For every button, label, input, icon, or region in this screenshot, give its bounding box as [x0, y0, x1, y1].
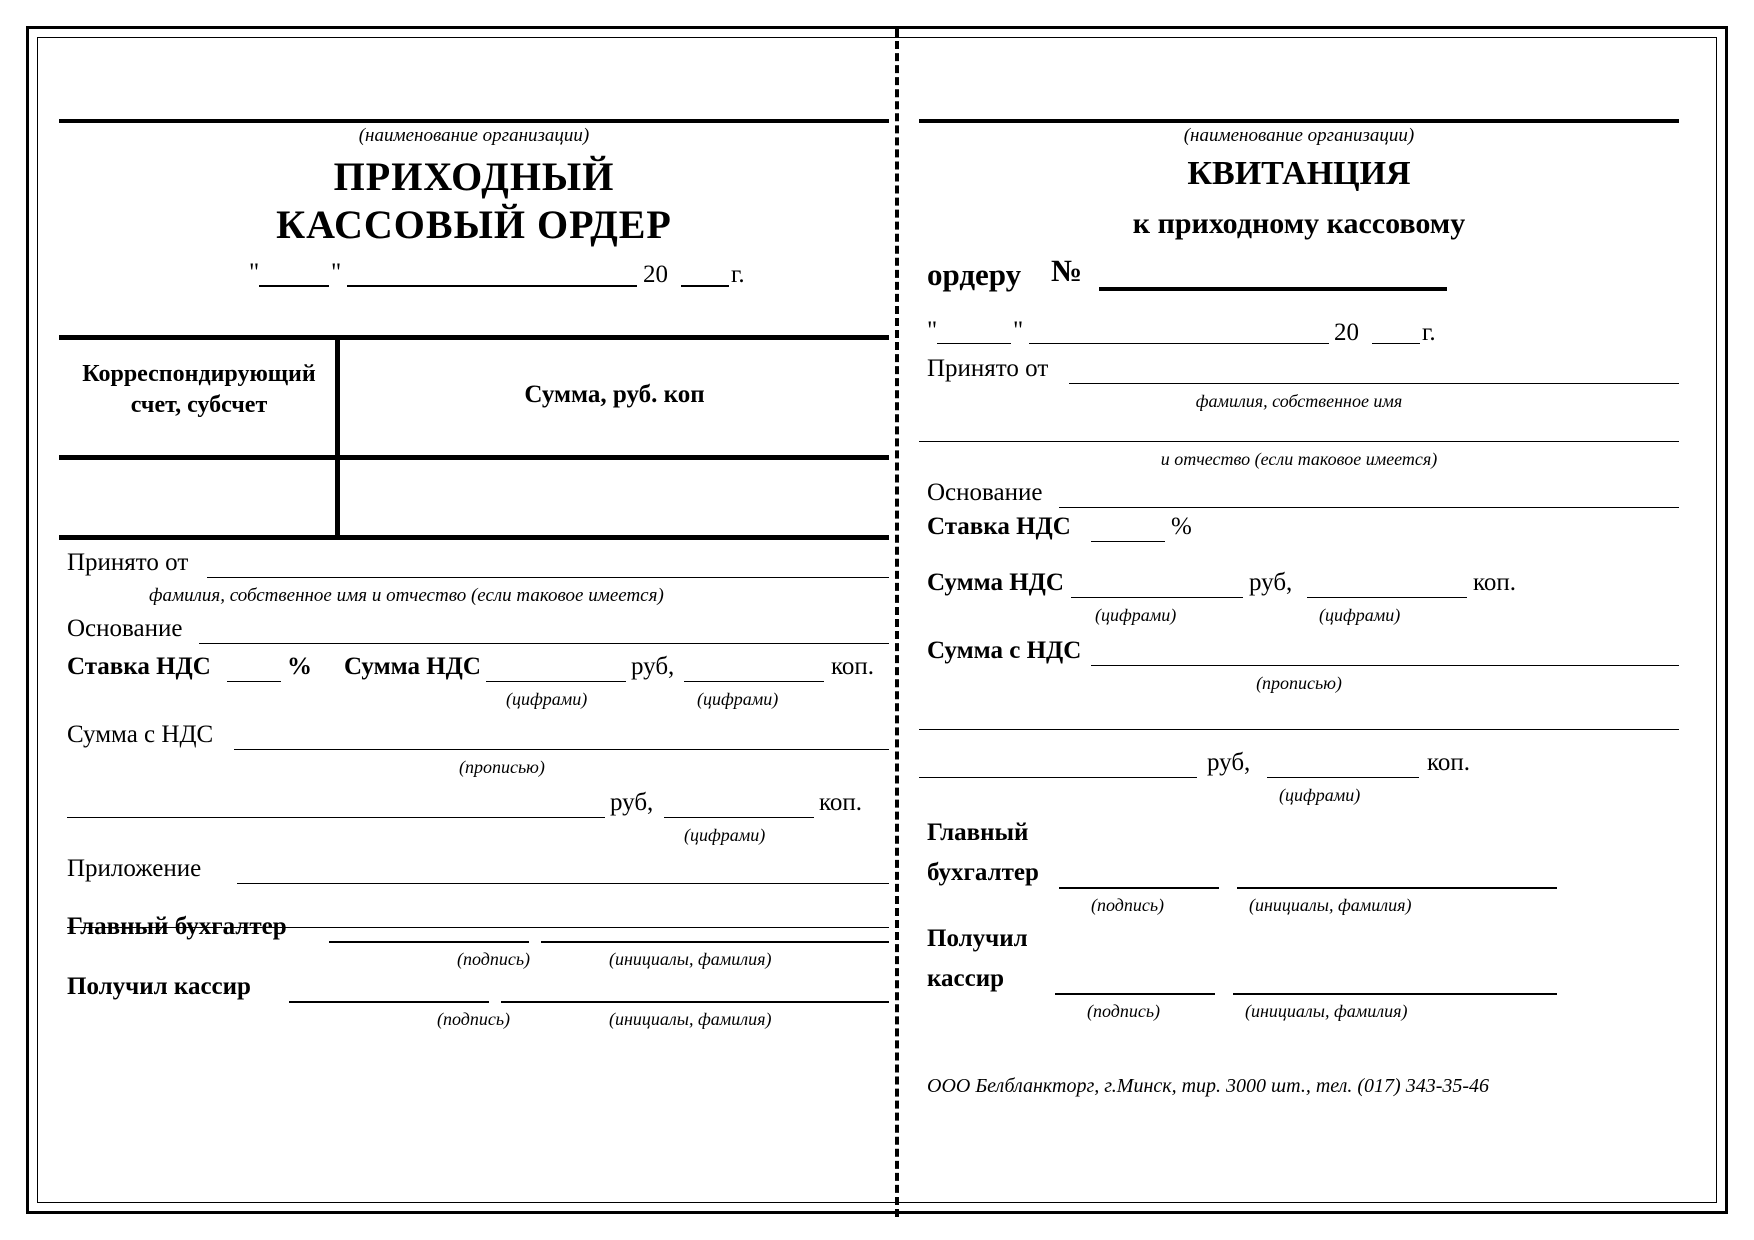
table-top-border: [59, 335, 889, 340]
total-kop-label-left: коп.: [819, 789, 863, 816]
cashier-initials-caption-left: (инициалы, фамилия): [609, 1009, 772, 1029]
date-day-blank-left[interactable]: [259, 285, 329, 287]
vat-rate-percent-left: %: [287, 653, 312, 680]
order-title-line1: ПРИХОДНЫЙ: [333, 154, 615, 199]
receipt-title-line3: ордеру: [927, 257, 1022, 292]
table-header-divider: [59, 455, 889, 460]
table-header-amount: Сумма, руб. коп: [524, 381, 705, 408]
perforation-cut-line: [895, 29, 899, 1217]
accepted-from-blank-left[interactable]: [207, 577, 889, 578]
total-with-vat-label-left: Сумма с НДС: [67, 721, 214, 748]
vat-rate-percent-right: %: [1171, 513, 1192, 540]
table-header-account-line2: счет, субсчет: [130, 392, 268, 419]
number-sign-icon: №: [1051, 253, 1083, 288]
printer-footer-note: ООО Белбланкторг, г.Минск, тир. 3000 шт., тел. (017) 343-35-46: [927, 1075, 1490, 1097]
total-kop-blank-left[interactable]: [664, 817, 814, 818]
vat-amount-rub-label-left: руб,: [631, 653, 675, 680]
date-month-blank-right[interactable]: [1029, 343, 1329, 344]
attachment-blank-left-1[interactable]: [237, 883, 889, 884]
table-cell-account[interactable]: [63, 475, 329, 527]
total-with-vat-words-caption-left: (прописью): [459, 757, 545, 777]
cashier-initials-caption-right: (инициалы, фамилия): [1245, 1001, 1408, 1021]
chief-accountant-label-left: Главный бухгалтер: [67, 913, 287, 940]
basis-blank-right[interactable]: [1059, 507, 1679, 508]
chief-accountant-signature-blank-right[interactable]: [1059, 887, 1219, 889]
total-rub-blank-left[interactable]: [67, 817, 605, 818]
chief-accountant-signature-caption-left: (подпись): [457, 949, 531, 969]
accepted-from-caption-left: фамилия, собственное имя и отчество (если таковое имеется): [149, 585, 664, 606]
total-with-vat-label-right: Сумма с НДС: [927, 637, 1082, 664]
date-year-blank-left[interactable]: [681, 285, 729, 287]
cashier-signature-blank-left[interactable]: [289, 1001, 489, 1003]
cashier-signature-blank-right[interactable]: [1055, 993, 1215, 995]
total-rub-label-right: руб,: [1207, 749, 1251, 776]
chief-accountant-signature-caption-right: (подпись): [1091, 895, 1165, 915]
date-year-suffix-left: г.: [731, 261, 745, 288]
total-rub-label-left: руб,: [610, 789, 654, 816]
total-digits-caption-left: (цифрами): [684, 825, 766, 845]
total-with-vat-words-blank-right[interactable]: [1091, 665, 1679, 666]
total-with-vat-words-blank-left[interactable]: [234, 749, 889, 750]
date-month-blank-left[interactable]: [347, 285, 637, 287]
chief-accountant-initials-caption-right: (инициалы, фамилия): [1249, 895, 1412, 915]
total-rub-blank-right[interactable]: [919, 777, 1197, 778]
basis-label-left: Основание: [67, 615, 183, 642]
chief-accountant-label-right-line1: Главный: [927, 819, 1029, 846]
vat-amount-label-left: Сумма НДС: [344, 653, 481, 680]
vat-amount-rub-blank-right[interactable]: [1071, 597, 1243, 598]
form-sheet: [26, 26, 1728, 1214]
vat-rate-label-right: Ставка НДС: [927, 513, 1071, 540]
date-quote-close-left: ": [331, 259, 342, 286]
date-year-prefix-left: 20: [643, 261, 668, 288]
basis-label-right: Основание: [927, 479, 1043, 506]
table-cell-amount[interactable]: [347, 475, 883, 527]
vat-amount-kop-label-left: коп.: [831, 653, 875, 680]
org-name-rule-left[interactable]: [59, 119, 889, 123]
vat-rub-digits-caption-right: (цифрами): [1095, 605, 1177, 625]
total-kop-blank-right[interactable]: [1267, 777, 1419, 778]
vat-amount-kop-blank-left[interactable]: [684, 681, 824, 682]
vat-amount-rub-blank-left[interactable]: [486, 681, 626, 682]
vat-amount-kop-blank-right[interactable]: [1307, 597, 1467, 598]
table-bottom-border: [59, 535, 889, 540]
chief-accountant-initials-caption-left: (инициалы, фамилия): [609, 949, 772, 969]
date-year-suffix-right: г.: [1422, 319, 1436, 346]
total-kop-label-right: коп.: [1427, 749, 1471, 776]
table-column-divider: [335, 335, 340, 540]
chief-accountant-initials-blank-left[interactable]: [541, 941, 889, 943]
vat-rate-blank-right[interactable]: [1091, 541, 1165, 542]
vat-amount-rub-label-right: руб,: [1249, 569, 1293, 596]
order-title-line2: КАССОВЫЙ ОРДЕР: [276, 202, 672, 247]
date-quote-open-left: ": [249, 259, 260, 286]
receipt-title-line1: КВИТАНЦИЯ: [1187, 155, 1411, 192]
date-day-blank-right[interactable]: [937, 343, 1011, 344]
vat-rate-label-left: Ставка НДС: [67, 653, 211, 680]
accepted-from-blank-right-1[interactable]: [1069, 383, 1679, 384]
attachment-label-left: Приложение: [67, 855, 202, 882]
order-number-blank-right[interactable]: [1099, 287, 1447, 291]
vat-kop-digits-caption-left: (цифрами): [697, 689, 779, 709]
vat-amount-kop-label-right: коп.: [1473, 569, 1517, 596]
vat-rub-digits-caption-left: (цифрами): [506, 689, 588, 709]
table-header-account-line1: Корреспондирующий: [82, 361, 316, 387]
total-digits-caption-right: (цифрами): [1279, 785, 1361, 805]
chief-accountant-label-right-line2: бухгалтер: [927, 859, 1039, 886]
cashier-label-right-line2: кассир: [927, 965, 1005, 992]
cashier-received-label-left: Получил кассир: [67, 973, 251, 1000]
cashier-initials-blank-right[interactable]: [1233, 993, 1557, 995]
cashier-initials-blank-left[interactable]: [501, 1001, 889, 1003]
accepted-from-caption-right-2: и отчество (если таковое имеется): [1160, 449, 1438, 469]
org-name-caption-right: (наименование организации): [1183, 125, 1415, 146]
vat-rate-blank-left[interactable]: [227, 681, 281, 682]
chief-accountant-signature-blank-left[interactable]: [329, 941, 529, 943]
accepted-from-label-right: Принято от: [927, 355, 1049, 382]
accepted-from-blank-right-2[interactable]: [919, 441, 1679, 442]
vat-amount-label-right: Сумма НДС: [927, 569, 1064, 596]
date-year-prefix-right: 20: [1334, 319, 1359, 346]
org-name-caption-left: (наименование организации): [358, 125, 590, 146]
date-year-blank-right[interactable]: [1372, 343, 1420, 344]
total-with-vat-words-caption-right: (прописью): [1256, 673, 1342, 693]
cashier-label-right-line1: Получил: [927, 925, 1028, 952]
org-name-rule-right[interactable]: [919, 119, 1679, 123]
date-quote-close-right: ": [1013, 317, 1024, 344]
accepted-from-label-left: Принято от: [67, 549, 189, 576]
table-header-account: [63, 359, 335, 421]
receipt-title-line2: к приходному кассовому: [1132, 207, 1466, 240]
accepted-from-caption-right-1: фамилия, собственное имя: [1195, 391, 1403, 411]
cashier-signature-caption-right: (подпись): [1087, 1001, 1161, 1021]
date-quote-open-right: ": [927, 317, 938, 344]
cashier-signature-caption-left: (подпись): [437, 1009, 511, 1029]
vat-kop-digits-caption-right: (цифрами): [1319, 605, 1401, 625]
total-with-vat-overflow-blank-right[interactable]: [919, 729, 1679, 730]
basis-blank-left[interactable]: [199, 643, 889, 644]
chief-accountant-initials-blank-right[interactable]: [1237, 887, 1557, 889]
